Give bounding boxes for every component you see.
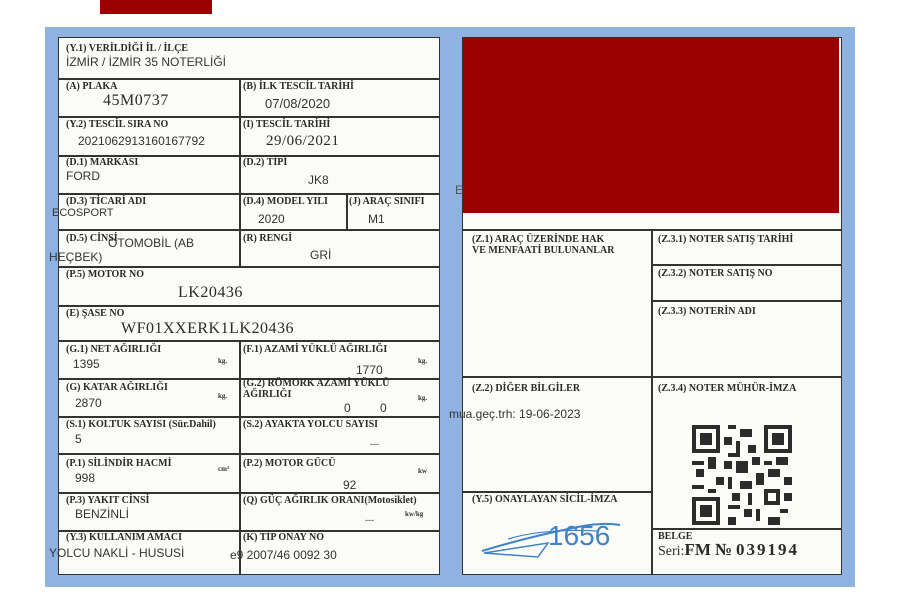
net-weight-unit: kg. <box>218 357 228 365</box>
seat-count-value: 5 <box>75 432 82 446</box>
cylinder-volume-value: 998 <box>75 471 96 485</box>
top-redaction-bar <box>100 0 212 14</box>
engine-power-value: 92 <box>343 478 357 492</box>
standing-count-label: (S.2) AYAKTA YOLCU SAYISI <box>243 419 379 430</box>
train-weight-label: (G) KATAR AĞIRLIĞI <box>66 382 168 393</box>
issuing-province-value: İZMİR / İZMİR 35 NOTERLİĞİ <box>66 55 227 69</box>
color-label: (R) RENGİ <box>243 233 293 244</box>
net-weight-label: (G.1) NET AĞIRLIĞI <box>66 344 162 355</box>
trade-name-label: (D.3) TİCARİ ADI <box>66 196 147 207</box>
max-laden-weight-label: (F.1) AZAMİ YÜKLÜ AĞIRLIĞI <box>243 344 388 355</box>
serial-code: FM <box>684 540 711 559</box>
registration-date-label: (I) TESCİL TARİHİ <box>243 119 331 130</box>
stamp-number: 1656 <box>548 520 611 551</box>
serial-number: 039194 <box>735 540 799 559</box>
trailer-weight-label-line1: (G.2) RÖMORK AZAMİ YÜKLÜ <box>243 378 390 389</box>
first-registration-date-value: 07/08/2020 <box>265 96 331 111</box>
usage-purpose-label: (Y.3) KULLANIM AMACI <box>66 532 183 543</box>
right-redaction-block <box>463 37 839 213</box>
usage-purpose-value: YOLCU NAKLİ - HUSUSİ <box>49 546 185 560</box>
train-weight-unit: kg. <box>218 392 228 400</box>
color-value: GRİ <box>310 248 332 262</box>
notary-seal-signature-label: (Z.3.4) NOTER MÜHÜR-İMZA <box>658 383 797 394</box>
max-laden-weight-value: 1770 <box>356 363 383 377</box>
power-weight-ratio-label: (Q) GÜÇ AĞIRLIK ORANI(Motosiklet) <box>243 495 417 506</box>
serial-number-sign: № <box>714 540 732 559</box>
first-registration-date-label: (B) İLK TESCİL TARİHİ <box>243 81 354 92</box>
trade-name-value: ECOSPORT <box>52 207 114 219</box>
cylinder-volume-unit: cm³ <box>218 465 230 473</box>
brand-label: (D.1) MARKASI <box>66 157 139 168</box>
trailer-weight-value-1: 0 <box>344 401 351 415</box>
fuel-type-label: (P.3) YAKIT CİNSİ <box>66 495 150 506</box>
kind-value-line2: HEÇBEK) <box>49 250 103 264</box>
rights-holders-label-line1: (Z.1) ARAÇ ÜZERİNDE HAK <box>472 234 605 245</box>
notary-sale-number-label: (Z.3.2) NOTER SATIŞ NO <box>658 268 773 279</box>
type-label: (D.2) TİPİ <box>243 157 288 168</box>
engine-number-label: (P.5) MOTOR NO <box>66 269 145 280</box>
model-year-label: (D.4) MODEL YILI <box>243 196 328 207</box>
type-approval-value: e9 2007/46 0092 30 <box>230 548 337 562</box>
trailer-weight-label-line2: AĞIRLIĞI <box>243 389 292 400</box>
train-weight-value: 2870 <box>75 396 102 410</box>
vehicle-class-label: (J) ARAÇ SINIFI <box>349 196 425 207</box>
model-year-value: 2020 <box>258 212 285 226</box>
fuel-type-value: BENZİNLİ <box>75 507 130 521</box>
standing-count-value: --- <box>370 439 379 449</box>
plate-label: (A) PLAKA <box>66 81 118 92</box>
type-value: JK8 <box>308 173 329 187</box>
vehicle-class-value: M1 <box>368 212 385 226</box>
trailer-weight-unit: kg. <box>418 394 428 402</box>
qr-code <box>692 425 792 525</box>
other-info-value: mua.geç.trh: 19-06-2023 <box>449 407 581 421</box>
kind-value-line1: OTOMOBİL (AB <box>108 236 195 250</box>
document-label: BELGE <box>658 531 693 542</box>
net-weight-value: 1395 <box>73 357 100 371</box>
engine-power-label: (P.2) MOTOR GÜCÜ <box>243 458 336 469</box>
registration-sequence-label: (Y.2) TESCİL SIRA NO <box>66 119 169 130</box>
registration-date-value: 29/06/2021 <box>266 133 340 149</box>
power-weight-ratio-value: --- <box>365 515 374 525</box>
margin-letter: E <box>455 183 464 197</box>
type-approval-label: (K) TİP ONAY NO <box>243 532 325 543</box>
serial-line <box>658 540 799 560</box>
trailer-weight-value-2: 0 <box>380 401 387 415</box>
serial-prefix: Seri: <box>658 544 685 559</box>
cylinder-volume-label: (P.1) SİLİNDİR HACMİ <box>66 458 172 469</box>
brand-value: FORD <box>66 169 100 183</box>
max-laden-weight-unit: kg. <box>418 357 428 365</box>
chassis-number-value: WF01XXERK1LK20436 <box>121 320 294 337</box>
registration-sequence-value: 2021062913160167792 <box>78 134 205 148</box>
kind-label: (D.5) CİNSİ <box>66 233 118 244</box>
engine-number-value: LK20436 <box>178 284 243 301</box>
approver-signature-label: (Y.5) ONAYLAYAN SİCİL-İMZA <box>472 494 618 505</box>
chassis-number-label: (E) ŞASE NO <box>66 308 125 319</box>
plate-value: 45M0737 <box>103 92 169 109</box>
engine-power-unit: kw <box>418 467 427 475</box>
rights-holders-label-line2: VE MENFAATİ BULUNANLAR <box>472 245 615 256</box>
power-weight-ratio-unit: kw/kg <box>405 510 424 518</box>
seat-count-label: (S.1) KOLTUK SAYISI (Sür.Dahil) <box>66 419 216 430</box>
notary-sale-date-label: (Z.3.1) NOTER SATIŞ TARİHİ <box>658 234 794 245</box>
notary-name-label: (Z.3.3) NOTERİN ADI <box>658 306 756 317</box>
issuing-province-label: (Y.1) VERİLDİĞİ İL / İLÇE <box>66 43 188 54</box>
other-info-label: (Z.2) DİĞER BİLGİLER <box>472 383 581 394</box>
